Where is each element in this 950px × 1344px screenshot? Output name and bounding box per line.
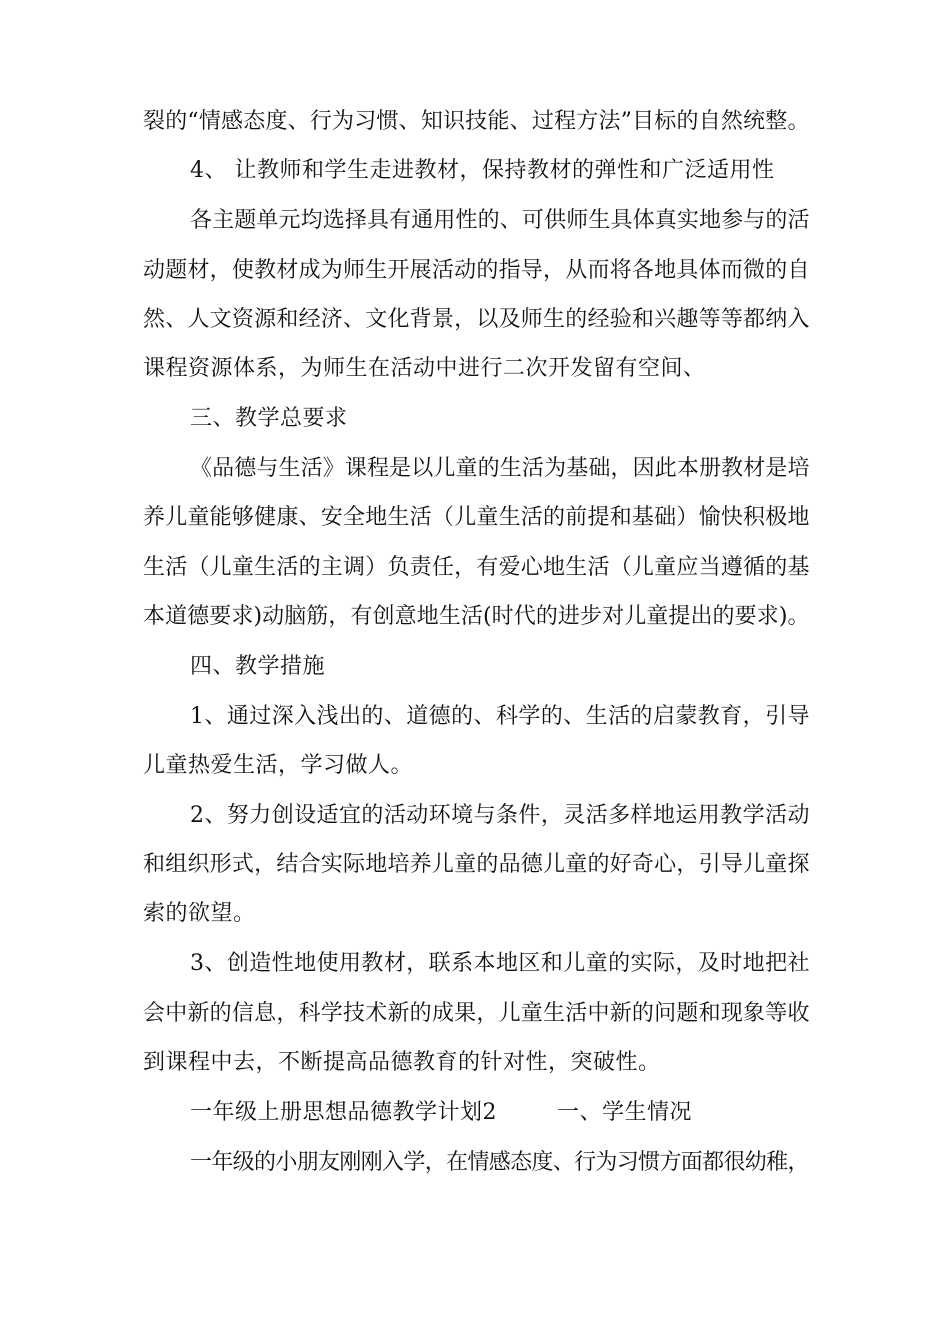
line-text: 三、教学总要求 (190, 406, 348, 431)
line-text: 裂的“情感态度、行为习惯、知识技能、过程方法”目标的自然统整。 (143, 109, 810, 134)
line-text: 课程资源体系，为师生在活动中进行二次开发留有空间、 (143, 356, 706, 381)
line-text: 儿童热爱生活，学习做人。 (143, 753, 414, 778)
line-text: 1、通过深入浅出的、道德的、科学的、生活的启蒙教育，引导 (190, 704, 810, 729)
text-line (0, 204, 950, 238)
section-heading (0, 650, 950, 684)
line-text: 动题材，使教材成为师生开展活动的指导，从而将各地具体而微的自 (143, 258, 810, 283)
line-text: 各主题单元均选择具有通用性的、可供师生具体真实地参与的活 (190, 208, 810, 233)
line-text: 到课程中去，不断提高品德教育的针对性，突破性。 (143, 1050, 661, 1075)
text-line (0, 551, 950, 585)
text-line (0, 799, 950, 833)
line-text: 本道德要求)动脑筋，有创意地生活(时代的进步对儿童提出的要求)。 (143, 604, 810, 629)
line-text: 会中新的信息，科学技术新的成果，儿童生活中新的问题和现象等收 (143, 1001, 810, 1026)
text-line (0, 154, 950, 188)
line-text: 生活（儿童生活的主调）负责任，有爱心地生活（儿童应当遵循的基 (143, 555, 810, 580)
text-line (0, 105, 950, 139)
line-text: 一年级上册思想品德教学计划2 一、学生情况 (190, 1100, 692, 1125)
text-line (0, 997, 950, 1031)
text-line (0, 749, 950, 783)
section-heading (0, 402, 950, 436)
line-text: 一年级的小朋友刚刚入学，在情感态度、行为习惯方面都很幼稚， (190, 1150, 809, 1175)
text-line (0, 303, 950, 337)
text-line (0, 700, 950, 734)
text-line (0, 947, 950, 981)
text-line (0, 1046, 950, 1080)
line-text: 和组织形式，结合实际地培养儿童的品德儿童的好奇心，引导儿童探 (143, 852, 810, 877)
line-text: 2、努力创设适宜的活动环境与条件，灵活多样地运用教学活动 (190, 803, 810, 828)
line-text: 然、人文资源和经济、文化背景，以及师生的经验和兴趣等等都纳入 (143, 307, 810, 332)
text-line (0, 352, 950, 386)
text-line (0, 254, 950, 288)
line-text: 《品德与生活》课程是以儿童的生活为基础，因此本册教材是培 (190, 456, 810, 481)
text-line (0, 1146, 950, 1180)
line-text: 四、教学措施 (190, 654, 326, 679)
text-line (0, 501, 950, 535)
text-line (0, 897, 950, 931)
line-text: 3、创造性地使用教材，联系本地区和儿童的实际，及时地把社 (190, 951, 810, 976)
line-text: 索的欲望。 (143, 901, 256, 926)
text-line (0, 848, 950, 882)
text-line (0, 452, 950, 486)
line-text: 养儿童能够健康、安全地生活（儿童生活的前提和基础）愉快积极地 (143, 505, 810, 530)
text-line (0, 600, 950, 634)
line-text: 4、 让教师和学生走进教材，保持教材的弹性和广泛适用性 (190, 158, 775, 183)
section-heading (0, 1096, 950, 1130)
